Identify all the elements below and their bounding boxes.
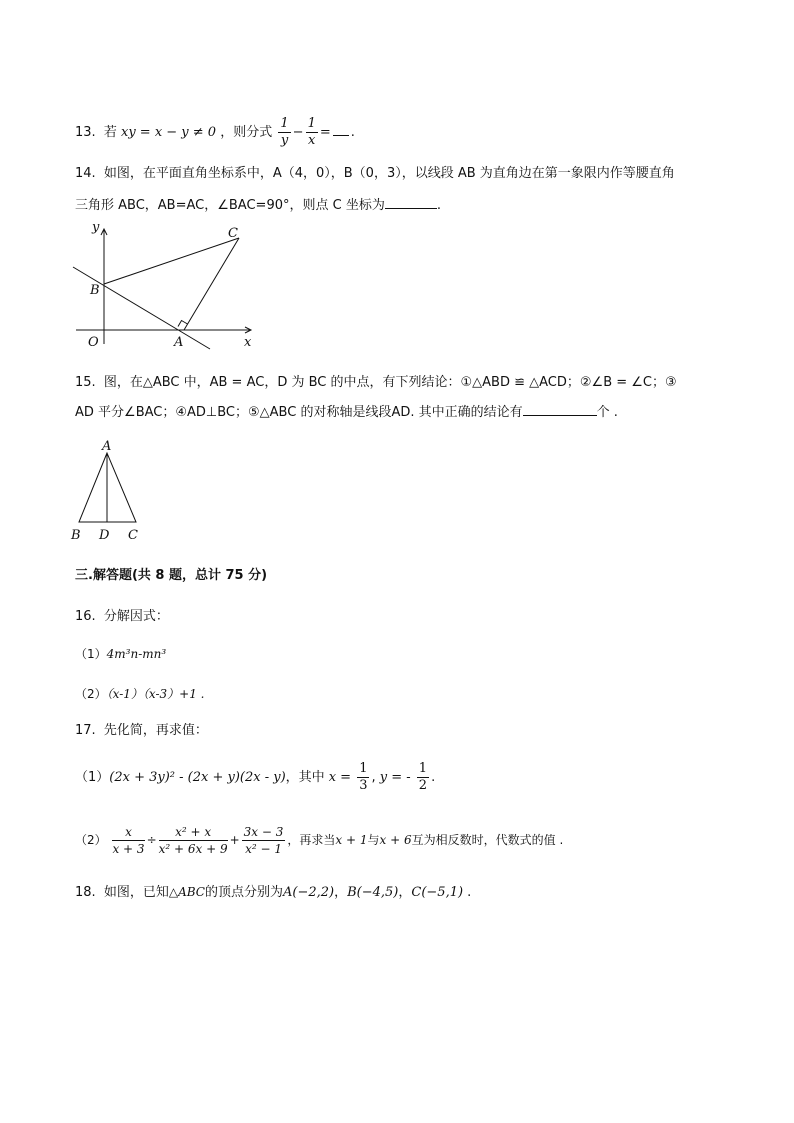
q17-f2-numerator: x² + x — [159, 824, 228, 841]
section-3-heading: 三.解答题(共 8 题，总计 75 分) — [75, 568, 268, 583]
question-17 — [75, 721, 208, 741]
q15-number: 15. — [75, 375, 96, 390]
label-d: D — [99, 528, 110, 543]
q15-answer-blank[interactable] — [523, 415, 597, 416]
q15-end: 个 . — [596, 405, 618, 420]
question-14-line-1 — [75, 164, 675, 184]
q17-p1-expression: (2x + 3y)² - (2x + y)(2x - y) — [109, 770, 286, 785]
q16-number: 16. — [75, 609, 96, 624]
q16-title: 分解因式： — [103, 609, 169, 624]
q17-y-denominator: 2 — [418, 778, 428, 793]
q17-f1-numerator: x — [112, 824, 144, 841]
q17-x-numerator: 1 — [359, 761, 368, 776]
q17-plus: + — [229, 833, 240, 847]
label-o: O — [88, 335, 99, 350]
q18-text-1: 如图，已知 — [103, 885, 169, 900]
segment-ca — [184, 238, 239, 330]
label-b: B — [90, 283, 100, 298]
question-14-line-2 — [75, 196, 441, 216]
q13-frac2-numerator: 1 — [307, 116, 316, 131]
q13-frac2-denominator: x — [308, 133, 316, 148]
q17-p2-text-2: 与 — [367, 833, 380, 847]
q18-point-b: B(−4,5) — [347, 885, 399, 900]
question-16 — [75, 607, 169, 627]
q14-text-line-1: 如图，在平面直角坐标系中，A（4，0），B（0，3），以线段 AB 为直角边在第一象限内作等腰直角 — [103, 166, 675, 181]
q13-frac1-denominator: y — [280, 133, 289, 148]
q18-end: . — [467, 885, 472, 900]
q13-fraction-2 — [306, 116, 318, 149]
q17-p1-y: y = - — [379, 770, 411, 785]
segment-bc — [104, 238, 239, 284]
q18-point-a: A(−2,2) — [282, 885, 335, 900]
q18-sep-1: ， — [334, 885, 348, 900]
q17-p1-mid: ，其中 — [285, 770, 325, 785]
question-13 — [75, 116, 355, 148]
q15-triangle-figure — [68, 436, 148, 546]
q13-minus: − — [292, 125, 304, 140]
q16-p1-label: （1） — [75, 647, 107, 661]
q17-p2-text-3: 互为相反数时，代数式的值 . — [411, 833, 564, 847]
q17-x-value — [357, 761, 369, 794]
label-a: A — [174, 335, 184, 350]
q13-equals: = — [319, 125, 331, 140]
label-c: C — [228, 226, 238, 241]
q17-title: 先化简，再求值： — [103, 723, 208, 738]
q17-p2-text-1: ，再求当 — [287, 833, 336, 847]
q17-fraction-2 — [159, 824, 228, 857]
q13-condition: xy = x − y ≠ 0 — [120, 125, 217, 140]
q18-text-2: 的顶点分别为 — [204, 885, 283, 900]
q18-sep-2: ， — [398, 885, 412, 900]
label-y: y — [92, 220, 100, 235]
q18-number: 18. — [75, 885, 96, 900]
q17-p1-end: . — [431, 770, 436, 785]
q17-f3-numerator: 3x − 3 — [243, 825, 284, 839]
q17-p1-label: （1） — [75, 770, 110, 785]
q18-triangle: △ABC — [168, 885, 205, 899]
q16-part-1 — [75, 644, 166, 664]
q14-number: 14. — [75, 166, 96, 181]
label-x: x — [244, 335, 252, 350]
q16-part-2 — [75, 684, 204, 704]
q14-coordinate-figure — [70, 220, 260, 350]
q17-f1-denominator: x + 3 — [112, 842, 145, 856]
q17-part-2 — [75, 820, 563, 860]
label-c: C — [128, 528, 138, 543]
q17-p1-x: x = — [328, 770, 352, 785]
q17-p2-expr-2: x + 6 — [379, 833, 412, 847]
q16-p1-expression: 4m³n-mn³ — [106, 647, 167, 661]
q16-p2-label: （2） — [75, 687, 107, 701]
q13-number: 13. — [75, 125, 96, 140]
question-15-line-1 — [75, 373, 677, 393]
q13-fraction-1 — [278, 116, 290, 149]
q18-point-c: C(−5,1) — [411, 885, 464, 900]
question-18 — [75, 882, 471, 903]
q15-text-line-1: 图，在△ABC 中，AB = AC，D 为 BC 的中点，有下列结论：①△ABD ≌ △ACD；②∠B = ∠C；③ — [103, 375, 677, 390]
question-15-line-2 — [75, 403, 618, 423]
q14-answer-blank[interactable] — [385, 208, 437, 209]
q17-p2-label: （2） — [75, 833, 107, 847]
q17-p1-comma: , — [371, 770, 376, 785]
q17-divide: ÷ — [146, 833, 157, 847]
q17-f2-denominator: x² + 6x + 9 — [158, 842, 228, 856]
q17-p2-expr-1: x + 1 — [335, 833, 368, 847]
q17-f3-denominator: x² − 1 — [245, 842, 282, 856]
q13-end: . — [350, 125, 355, 140]
q14-end: . — [436, 198, 441, 213]
q17-part-1 — [75, 760, 435, 796]
q13-frac1-numerator: 1 — [280, 116, 289, 131]
label-a: A — [102, 439, 112, 454]
q17-fraction-3 — [242, 824, 286, 857]
q17-fraction-1 — [112, 824, 144, 857]
label-b: B — [71, 528, 81, 543]
q13-lead: 若 — [103, 125, 117, 140]
q13-mid: ，则分式 — [220, 125, 273, 140]
q17-number: 17. — [75, 723, 96, 738]
q17-x-denominator: 3 — [359, 778, 368, 793]
q17-y-value — [417, 761, 429, 794]
q13-answer-blank[interactable] — [333, 135, 349, 136]
q16-p2-expression: （x-1）（x-3）+1 . — [106, 687, 205, 701]
q17-y-numerator: 1 — [418, 761, 428, 776]
q14-text-line-2: 三角形 ABC，AB=AC，∠BAC=90°，则点 C 坐标为 — [75, 198, 385, 213]
q15-text-line-2: AD 平分∠BAC；④AD⊥BC；⑤△ABC 的对称轴是线段AD. 其中正确的结论有 — [75, 405, 523, 420]
